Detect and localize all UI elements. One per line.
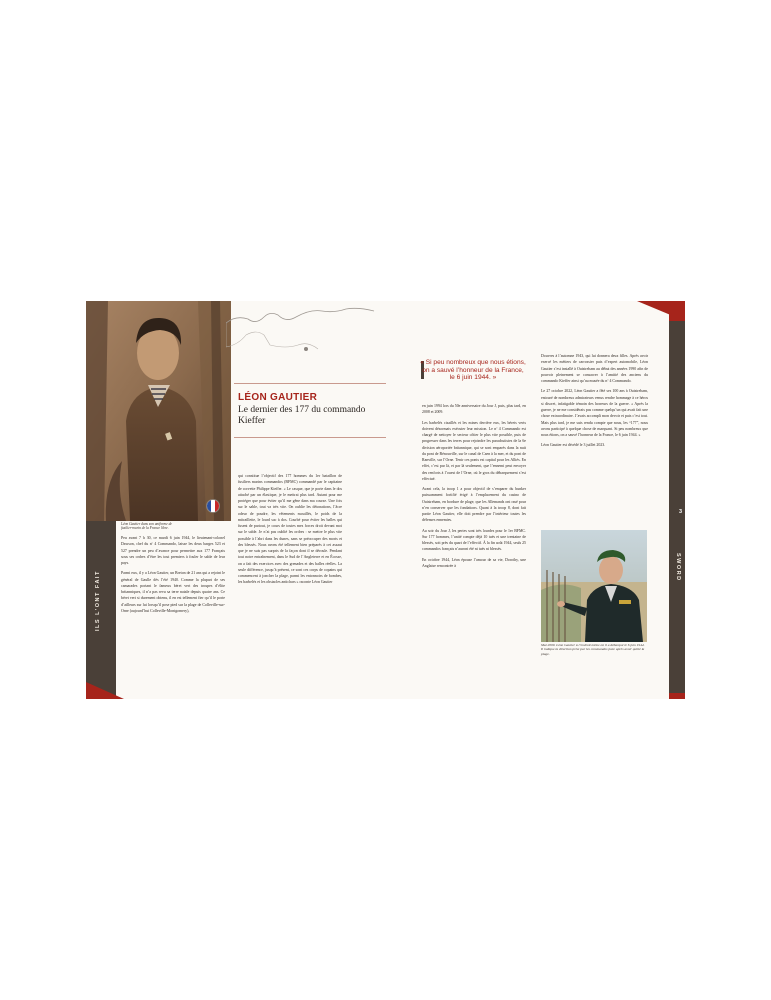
portrait-illustration — [86, 301, 231, 521]
red-corner-bottom-right-strip — [669, 693, 685, 699]
article-subtitle: Le dernier des 177 du commando Kieffer — [238, 405, 366, 426]
paragraph: Le 27 octobre 2022, Léon Gautier a fêté ses 100 ans à Ouistreham, entouré de nombreux admirateurs venus rendre hommage à ce héros si discret, infatigable témoin des horreurs de la guerre. « Après la guerre, je ne me considérais pas comme quelqu’un qui avait fait une chose extraordinaire. J’avais accompli mon devoir et puis c’est tout. Mais plus tard, je me suis rendu compte que nous, les “177”, nous avons participé à quelque chose de marquant. Si peu nombreux que nous étions, on a sauvé l’honneur de la France, le 6 juin 1944. » — [541, 389, 648, 437]
paragraph: en juin 1994 lors du 50e anniversaire du Jour J, puis, plus tard, en 2008 et 2009. — [422, 404, 526, 415]
right-tape-label: SWORD — [675, 553, 681, 582]
paragraph: Les barbelés cisaillés et les mines derrière eux, les bérets verts doivent désormais exécuter leur mission. Le nº 4 Commando est chargé de nettoyer le secteur côtier le plus vite possible, puis de progresser dans les terres pour rejoindre les parachutistes de la 6e division aéroportée britannique, qui se sont emparés dans la nuit du pont de Bénouville, sur le canal de Caen à la mer, et du pont de Ranville, sur l’Orne. Tenir ces ponts est capital pour les Alliés. En effet, c’est par là, et par là seulement, que l’ennemi peut envoyer des renforts à l’ouest de l’Orne, où le gros du débarquement s’est effectué. — [422, 420, 526, 481]
paragraph: qui constitue l’objectif des 177 hommes du 1er bataillon de fusiliers marins commandos (BFMC) commandé par le capitaine de corvette Philippe Kieffer. « Le casque, que je porte dans le dos attaché par un élastique, je le mettrai plus tard. Autant pour me protéger que pour éviter qu’il me gêne dans ma course. Une fois sur le sable, tout va très vite. On oublie les détonations, l’âcre odeur de poudre, les vêtements mouillés, le poids de la mitraillette, le lourd sac à dos. Courbé pour éviter les balles qui fusent de partout, je cours de toutes mes forces droit devant moi sur le sable. Je n’ai pas oublié les ordres : se mettre le plus vite possible à l’abri dans les dunes, sans se préoccuper des morts et des blessés. Nous avons été tellement bien préparés à cet assaut que je ne suis pas surpris de la façon dont il se déroule. Pendant tout notre entraînement, dans le Sud de l’Angleterre et en Écosse, on a fait des exercices avec des grenades et des balles réelles. La seule différence, jusqu’à présent, ce sont ces corps de copains qui commencent à joncher la plage, parmi les entonnoirs de bombes, les barbelés et les obstacles antichars » raconte Léon Gautier — [238, 474, 342, 585]
normandy-coast-map — [226, 305, 376, 357]
french-flag-badge — [206, 499, 220, 513]
paragraph: Parmi eux, il y a Léon Gautier, un Breton de 21 ans qui a rejoint le général de Gaulle dès l’été 1940. Comme la plupart de ses camarades portant le fameux béret vert des troupes d’élite britanniques, il n’a pas revu sa terre natale depuis quatre ans. Ce béret vert si durement obtenu, il en est tellement fier qu’il le porte d’ailleurs sur lui lorsqu’il pose pied sur la plage de Colleville-sur-Orne (aujourd’hui Colleville-Montgomery), — [121, 571, 225, 613]
left-tape-label: ILS L'ONT FAIT — [95, 570, 101, 631]
paragraph: Douvres à l’automne 1943, qui lui donnera deux filles. Après avoir exercé les métiers de carrossier puis d’expert automobile, Léon Gautier s’est installé à Ouistreham au début des années 1990 afin de pouvoir pleinement se consacrer à l’amitié des anciens du commando Kieffer ainsi qu’au musée du nº 4 Commando. — [541, 354, 648, 383]
text-column-4 — [541, 353, 648, 453]
paragraph: Avant cela, la troop 1 a pour objectif de s’emparer du bunker puissamment fortifié érigé à l’emplacement du casino de Ouistreham, en bordure de plage, que les Allemands ont rasé pour n’en conserver que les fondations. Quant à la troop 8, dont fait partie Léon Gautier, elle doit prendre par l’intérieur toutes les défenses ennemies. — [422, 487, 526, 523]
article-title: LÉON GAUTIER — [238, 392, 318, 403]
veteran-photo — [541, 530, 647, 642]
portrait-photo-frame — [86, 301, 231, 521]
text-column-3 — [422, 403, 526, 573]
flag-red — [215, 500, 219, 512]
paragraph: Au soir du Jour J, les pertes sont très lourdes pour le 1er BFMC. Sur 177 hommes, l’unité compte déjà 10 tués et une trentaine de blessés, soit près du quart de l’effectif. À la fin août 1944, seuls 25 commandos français n’auront été ni tués ni blessés. — [422, 528, 526, 552]
right-page-number: 3 — [678, 509, 682, 515]
text-column-2 — [238, 473, 342, 590]
paragraph: En octobre 1944, Léon épouse l’amour de sa vie, Dorothy, une Anglaise rencontrée à — [422, 557, 526, 568]
paragraph: Peu avant 7 h 30, ce mardi 6 juin 1944, le lieutenant-colonel Dawson, chef du nº 4 Commando, laisse les deux barges 523 et 527 prendre un peu d’avance pour permettre aux 177 Français sous ses ordres d’être les tout premiers à fouler le sable de leur pays. — [121, 536, 225, 565]
text-column-1 — [121, 535, 225, 618]
pull-quote: « Si peu nombreux que nous étions, on a sauvé l’honneur de la France, le 6 juin 1944. » — [420, 359, 526, 382]
paragraph: Léon Gautier est décédé le 3 juillet 2023. — [541, 443, 606, 448]
article-title-block — [234, 383, 386, 438]
right-section-tape — [669, 301, 685, 699]
red-corner-bottom-left — [86, 682, 124, 699]
title-rule-bottom — [234, 437, 386, 438]
veteran-illustration — [541, 530, 647, 642]
magazine-spread — [86, 301, 685, 699]
left-photo-caption: Léon Gautier dans son uniforme de fusilier-marin de la France libre. — [121, 522, 173, 531]
title-rule-top — [234, 383, 386, 384]
right-photo-caption: Mai 2009. Léon Gautier à l’endroit même où il a débarqué le 6 juin 1944. Il indique la direction prise par les commandos juste après avoir quitté la plage. — [541, 643, 645, 656]
red-corner-top-right-strip — [669, 301, 685, 321]
